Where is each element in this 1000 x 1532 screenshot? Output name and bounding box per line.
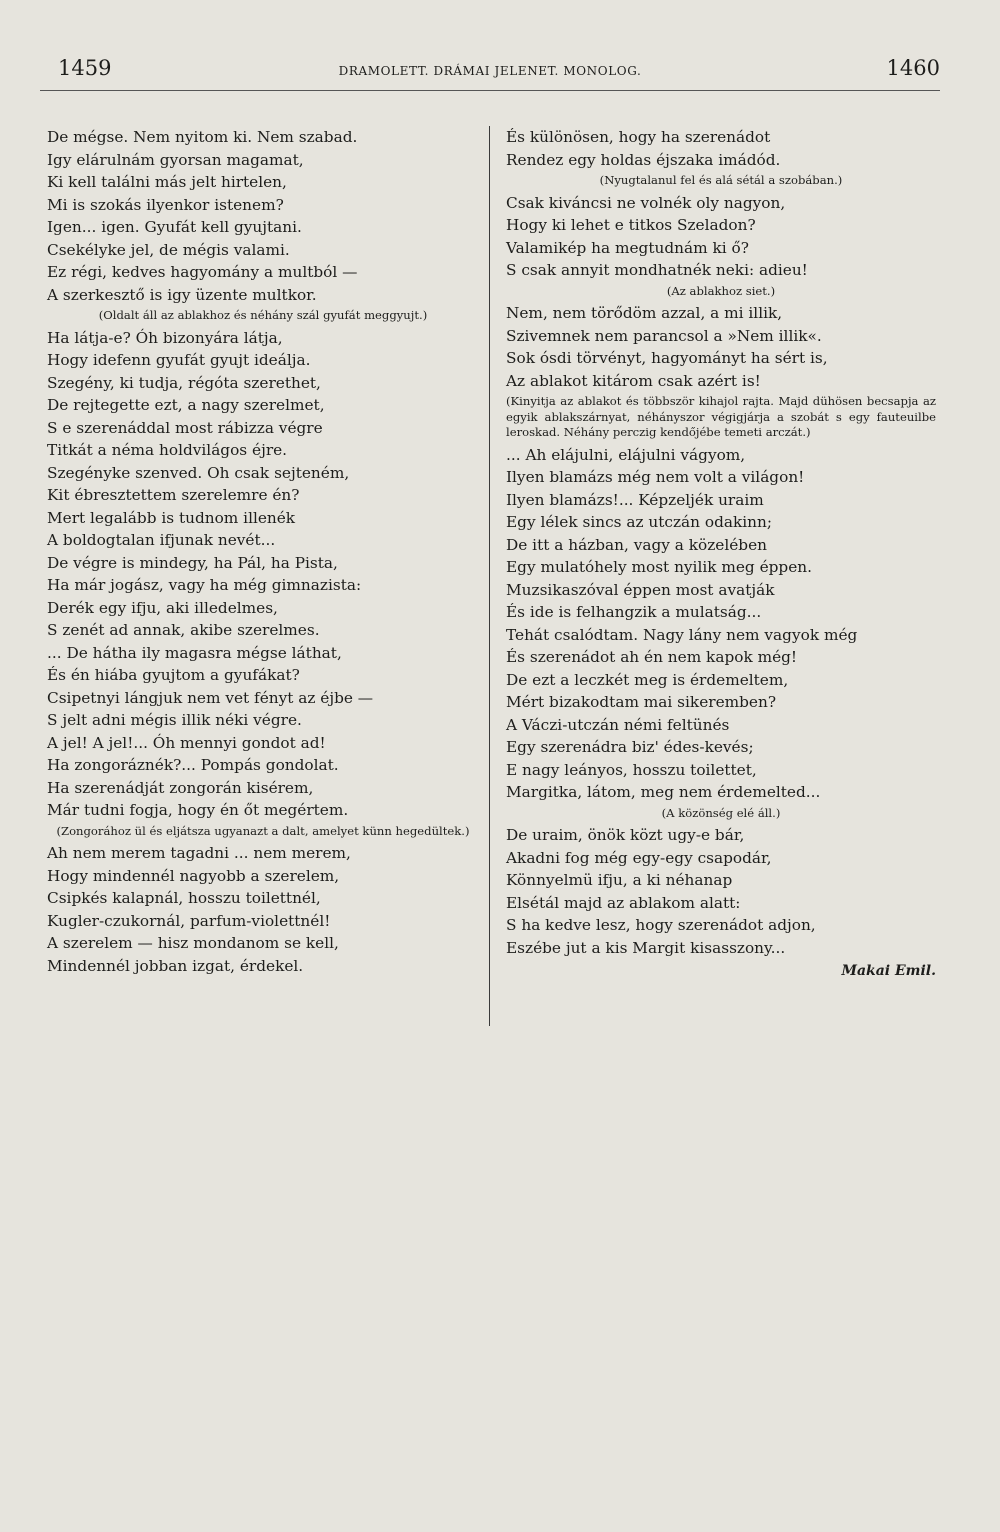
verse-line: Mindennél jobban izgat, érdekel. <box>47 956 304 975</box>
header-rule <box>40 90 940 91</box>
verse-line: Igy elárulnám gyorsan magamat, <box>47 150 304 169</box>
verse-line: Könnyelmü ifju, a ki néhanap <box>506 871 733 889</box>
verse-line: A Váczi-utczán némi feltünés <box>506 715 730 734</box>
verse-line: Csak kiváncsi ne volnék oly nagyon, <box>506 193 786 212</box>
verse-line: Ha már jogász, vagy ha még gimnazista: <box>47 576 362 594</box>
verse-line: Ha szerenádját zongorán kisérem, <box>47 778 314 797</box>
column-divider <box>489 126 490 1026</box>
stage-direction: (Zongorához ül és eljátsza ugyanazt a dalt, amelyet künn hegedültek.) <box>56 823 470 838</box>
verse-line: ... De hátha ily magasra mégse láthat, <box>47 643 342 662</box>
verse-line: És szerenádot ah én nem kapok még! <box>506 648 798 666</box>
verse-line: Hogy mindennél nagyobb a szerelem, <box>47 866 340 885</box>
verse-line: És különösen, hogy ha szerenádot <box>506 128 771 146</box>
verse-line: Akadni fog még egy-egy csapodár, <box>506 848 772 867</box>
verse-line: E nagy leányos, hosszu toilettet, <box>506 760 757 779</box>
verse-line: Ah nem merem tagadni ... nem merem, <box>47 844 351 862</box>
running-title: DRAMOLETT. DRÁMAI JELENET. MONOLOG. <box>338 64 642 78</box>
verse-line: S e szerenáddal most rábizza végre <box>47 418 323 437</box>
verse-line: De végre is mindegy, ha Pál, ha Pista, <box>47 553 338 572</box>
verse-line: Igen... igen. Gyufát kell gyujtani. <box>47 218 302 236</box>
verse-line: Ilyen blamázs!... Képzeljék uraim <box>506 490 764 509</box>
verse-line: Kugler-czukornál, parfum-violettnél! <box>47 911 331 930</box>
verse-line: A szerelem — hisz mondanom se kell, <box>47 934 339 952</box>
verse-line: A szerkesztő is igy üzente multkor. <box>47 285 317 304</box>
page-header <box>40 56 940 92</box>
verse-line: És én hiába gyujtom a gyufákat? <box>47 666 300 684</box>
stage-direction: (A közönség elé áll.) <box>661 805 781 820</box>
verse-line: Mert legalább is tudnom illenék <box>47 508 296 527</box>
verse-line: Hogy ki lehet e titkos Szeladon? <box>506 216 756 234</box>
verse-line: Tehát csalódtam. Nagy lány nem vagyok még <box>506 625 858 644</box>
verse-line: Ki kell találni más jelt hirtelen, <box>47 173 287 191</box>
stage-direction: (Nyugtalanul fel és alá sétál a szobában.) <box>599 173 843 187</box>
verse-line: Egy szerenádra biz' édes-kevés; <box>506 738 754 756</box>
verse-line: Eszébe jut a kis Margit kisasszony... <box>506 938 786 957</box>
verse-line: Az ablakot kitárom csak azért is! <box>506 371 761 390</box>
verse-line: Elsétál majd az ablakom alatt: <box>506 893 741 912</box>
verse-line: Ha zongoráznék?... Pompás gondolat. <box>47 756 339 774</box>
left-column <box>47 126 479 977</box>
verse-line: Muzsikaszóval éppen most avatják <box>506 580 775 599</box>
verse-line: De ezt a leczkét meg is érdemeltem, <box>506 670 789 689</box>
verse-line: Ez régi, kedves hagyomány a multból — <box>47 263 358 281</box>
verse-line: Nem, nem törődöm azzal, a mi illik, <box>506 304 783 322</box>
verse-line: Derék egy ifju, aki illedelmes, <box>47 598 278 617</box>
verse-line: Csekélyke jel, de mégis valami. <box>47 240 290 259</box>
verse-line: S jelt adni mégis illik néki végre. <box>47 711 302 729</box>
verse-line: De itt a házban, vagy a közelében <box>506 535 768 554</box>
verse-line: De mégse. Nem nyitom ki. Nem szabad. <box>47 128 358 146</box>
right-column <box>506 126 936 979</box>
verse-line: Csipkés kalapnál, hosszu toilettnél, <box>47 889 321 907</box>
verse-line: Ha látja-e? Óh bizonyára látja, <box>47 328 283 347</box>
verse-line: Hogy idefenn gyufát gyujt ideálja. <box>47 351 311 369</box>
verse-line: Mért bizakodtam mai sikeremben? <box>506 693 777 711</box>
verse-line: A jel! A jel!... Óh mennyi gondot ad! <box>47 733 326 752</box>
verse-line: Szivemnek nem parancsol a »Nem illik«. <box>506 326 822 345</box>
stage-direction: (Kinyitja az ablakot és többször kihajol rajta. Majd dühösen becsapja az egyik ablakszárnyat, néhányszor végigjárja a szobát s egy fauteuilbe leroskad. Néhány perczig kendőjébe temeti arczát.) <box>506 394 936 439</box>
verse-line: Kit ébresztettem szerelemre én? <box>47 486 300 504</box>
verse-line: Szegény, ki tudja, régóta szerethet, <box>47 373 321 392</box>
verse-line: Egy mulatóhely most nyilik meg éppen. <box>506 558 812 576</box>
stage-direction: (Az ablakhoz siet.) <box>666 283 776 298</box>
verse-line: Margitka, látom, meg nem érdemelted... <box>506 783 821 801</box>
page-number-left: 1459 <box>58 56 112 80</box>
verse-line: S zenét ad annak, akibe szerelmes. <box>47 621 320 639</box>
verse-line: S ha kedve lesz, hogy szerenádot adjon, <box>506 916 816 934</box>
verse-line: De uraim, önök közt ugy-e bár, <box>506 826 745 844</box>
verse-line: A boldogtalan ifjunak nevét... <box>47 531 276 549</box>
verse-line: Rendez egy holdas éjszaka imádód. <box>506 150 781 169</box>
verse-line: Egy lélek sincs az utczán odakinn; <box>506 513 773 531</box>
verse-line: Szegényke szenved. Oh csak sejteném, <box>47 463 350 482</box>
verse-line: De rejtegette ezt, a nagy szerelmet, <box>47 396 325 414</box>
verse-line: És ide is felhangzik a mulatság... <box>506 603 762 621</box>
verse-line: Sok ósdi törvényt, hagyományt ha sért is, <box>506 349 828 367</box>
page-number-right: 1460 <box>886 56 940 80</box>
verse-line: Titkát a néma holdvilágos éjre. <box>47 441 288 459</box>
verse-line: Ilyen blamázs még nem volt a világon! <box>506 468 805 486</box>
verse-line: Már tudni fogja, hogy én őt megértem. <box>47 801 349 819</box>
author-signature: Makai Emil. <box>841 963 936 979</box>
verse-line: Valamikép ha megtudnám ki ő? <box>506 238 749 257</box>
verse-line: ... Ah elájulni, elájulni vágyom, <box>506 445 746 464</box>
verse-line: Csipetnyi lángjuk nem vet fényt az éjbe — <box>47 688 374 707</box>
verse-line: S csak annyit mondhatnék neki: adieu! <box>506 261 808 279</box>
verse-line: Mi is szokás ilyenkor istenem? <box>47 195 284 214</box>
stage-direction: (Oldalt áll az ablakhoz és néhány szál gyufát meggyujt.) <box>98 308 428 322</box>
